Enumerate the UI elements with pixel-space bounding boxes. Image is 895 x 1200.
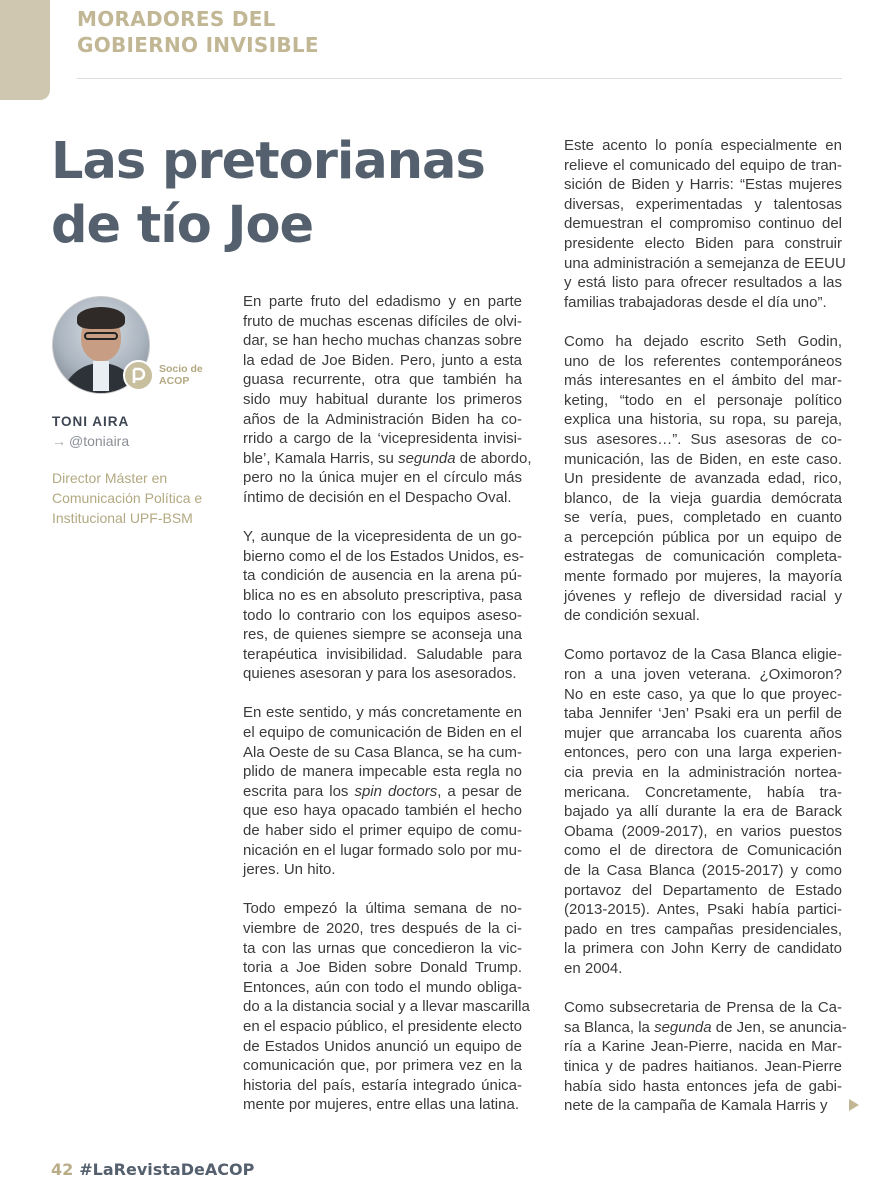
text-line: escrita para los spin doctors, a pesar de <box>243 782 522 800</box>
text-line: bajado ya allí durante la era de Barack <box>564 803 842 821</box>
text-line: todo lo contrario con los equipos aseso- <box>243 606 522 624</box>
article-paragraph <box>564 645 842 978</box>
text-line: Este acento lo ponía especialmente en <box>564 137 842 154</box>
text-line: Como portavoz de la Casa Blanca eligie- <box>564 646 842 664</box>
text-line: taba Jennifer ‘Jen’ Psaki era un perfil de <box>564 705 842 723</box>
text-line: mente formado por mujeres, la mayoría <box>564 568 842 586</box>
page-number: 42 <box>51 1160 74 1179</box>
continue-arrow-icon <box>849 1099 859 1111</box>
author-role-line: Institucional UPF-BSM <box>52 510 193 526</box>
text-line: años de la Administración Biden ha co- <box>243 410 522 428</box>
author-handle-link[interactable] <box>52 433 129 449</box>
text-line: había sido hasta entonces jefa de gabi- <box>564 1077 842 1095</box>
text-line: estrategas de comunicación completa- <box>564 548 842 566</box>
author-name: TONI AIRA <box>52 414 130 429</box>
text-line: ron a una joven veterana. ¿Oximoron? <box>564 666 842 684</box>
text-line: presidente electo Biden para construir <box>564 234 842 252</box>
article-headline <box>51 130 485 258</box>
text-line: tinica y de padres haitianos. Jean-Pierre <box>564 1057 842 1075</box>
text-line: viembre de 2020, tres después de la ci- <box>243 920 522 937</box>
text-line: en el espacio público, el presidente electo <box>243 1017 522 1035</box>
text-line: municación, las de Biden, en este caso. <box>564 450 842 468</box>
text-line: res, de quienes siempre se aconseja una <box>243 626 522 644</box>
author-handle-text: @toniaira <box>69 433 130 449</box>
text-line: Todo empezó la última semana de no- <box>243 900 522 918</box>
text-line: mente por mujeres, entre ellas una latina. <box>243 1096 519 1114</box>
text-line: plido de manera impecable esta regla no <box>243 763 522 781</box>
text-line: comunicación que, por primera vez en la <box>243 1057 522 1075</box>
text-line: keting, “todo en el personaje político <box>564 391 842 409</box>
text-line: Ala Oeste de su Casa Blanca, se ha cum- <box>243 743 522 761</box>
text-line: la primera con John Kerry de candidato <box>564 940 842 958</box>
text-line: mericana. Concretamente, había tra- <box>564 783 842 801</box>
text-line: historia del país, estaría integrado única- <box>243 1076 522 1094</box>
text-line: En este sentido, y más concretamente en <box>243 704 522 722</box>
text-line: de la Casa Blanca (2015-2017) y como <box>564 861 842 879</box>
text-line: ta condición de ausencia en la arena pú- <box>243 567 522 585</box>
text-line: y está listo para ofrecer resultados a las <box>564 274 842 292</box>
text-line: terapéutica invisibilidad. Saludable para <box>243 645 522 663</box>
text-line: relieve el comunicado del equipo de tran- <box>564 156 842 174</box>
page-footer <box>51 1160 254 1179</box>
section-title-line: GOBIERNO INVISIBLE <box>77 33 319 57</box>
section-title <box>77 6 319 58</box>
text-line: Y, aunque de la vicepresidenta de un go- <box>243 528 522 546</box>
text-line: dar, se han hecho muchas chanzas sobre <box>243 332 522 350</box>
text-line: Entonces, aún con todo el mundo obliga- <box>243 978 522 996</box>
text-line: sa Blanca, la segunda de Jen, se anuncia- <box>564 1018 847 1036</box>
acop-logo-icon <box>123 360 154 391</box>
text-line: como el de directora de Comunicación <box>564 842 842 860</box>
text-line: se vería, pues, completado en cuanto <box>564 509 842 527</box>
text-line: quienes asesoran y para los asesorados. <box>243 665 517 683</box>
text-line: de condición sexual. <box>564 607 700 625</box>
author-role <box>52 468 222 528</box>
text-line: rrido a cargo de la ‘vicepresidenta invisi- <box>243 430 522 448</box>
text-line: familias trabajadoras desde el día uno”. <box>564 293 827 311</box>
article-paragraph <box>564 998 847 1116</box>
acop-member-label: Socio de ACOP <box>159 363 203 387</box>
text-line: explica una historia, su ropa, su pareja, <box>564 411 842 429</box>
text-line: mujer que arrancaba los cuarenta años <box>564 724 842 742</box>
arrow-right-icon: → <box>52 433 66 449</box>
text-line: íntimo de decisión en el Despacho Oval. <box>243 488 512 506</box>
text-line: sido muy habitual durante los primeros <box>243 390 522 408</box>
article-paragraph <box>564 332 842 626</box>
text-line: Como ha dejado escrito Seth Godin, <box>564 332 842 350</box>
text-line: toria a Joe Biden sobre Donald Trump. <box>243 959 522 977</box>
text-line: a percepción pública por un equipo de <box>564 528 842 546</box>
article-paragraph <box>564 136 846 312</box>
text-line: guasa recurrente, otra que también ha <box>243 371 522 389</box>
text-line: ta con las urnas que concedieron la vic- <box>243 939 522 957</box>
article-column-right <box>564 136 847 1135</box>
text-line: do a la distancia social y a llevar mascarilla <box>243 998 530 1016</box>
section-title-line: MORADORES DEL <box>77 7 276 31</box>
author-role-line: Director Máster en <box>52 470 168 486</box>
text-line: Como subsecretaria de Prensa de la Ca- <box>564 999 842 1017</box>
text-line: en 2004. <box>564 959 623 977</box>
article-paragraph <box>243 527 522 684</box>
text-line: una administración a semejanza de EEUU <box>564 254 846 272</box>
headline-line: de tío Joe <box>51 196 314 255</box>
text-line: diversas, experimentadas y talentosas <box>564 195 842 213</box>
text-line: Un presidente de avanzada edad, rico, <box>564 470 842 488</box>
author-role-line: Comunicación Política e <box>52 490 203 506</box>
text-line: cia previa en la administración nortea- <box>564 764 842 781</box>
text-line: ble’, Kamala Harris, su segunda de abordo, <box>243 449 532 467</box>
text-line: nete de la campaña de Kamala Harris y <box>564 1097 828 1115</box>
text-line: sición de Biden y Harris: “Estas mujeres <box>564 176 842 194</box>
text-line: fruto de muchas escenas difíciles de olvi- <box>243 312 522 330</box>
text-line: de haber sido el primer equipo de comu- <box>243 822 522 840</box>
page-corner-tab <box>0 0 50 100</box>
article-paragraph <box>243 292 532 508</box>
text-line: el equipo de comunicación de Biden en el <box>243 724 522 742</box>
text-line: bierno como el de los Estados Unidos, es- <box>243 547 524 565</box>
text-line: pero no la única mujer en el círculo más <box>243 469 522 487</box>
header-divider <box>77 78 842 79</box>
text-line: (2013-2015). Antes, Psaki había partici- <box>564 901 842 919</box>
text-line: Obama (2009-2017), en varios puestos <box>564 822 842 840</box>
footer-hashtag: #LaRevistaDeACOP <box>79 1160 255 1179</box>
article-paragraph <box>243 703 522 879</box>
text-line: entonces, pero con una larga experien- <box>564 744 842 762</box>
text-line: uno de los referentes contemporáneos <box>564 352 842 370</box>
text-line: blanco, de la vieja guardia demócrata <box>564 489 842 507</box>
text-line: nicación en el lugar formado solo por mu- <box>243 841 522 859</box>
article-paragraph <box>243 899 530 1115</box>
text-line: ría a Karine Jean-Pierre, nacida en Mar- <box>564 1038 842 1056</box>
text-line: pado en tres campañas presidenciales, <box>564 920 842 938</box>
headline-line: Las pretorianas <box>51 132 485 191</box>
text-line: la edad de Joe Biden. Pero, junto a esta <box>243 351 522 369</box>
text-line: blica no es en absoluto prescriptiva, pasa <box>243 586 522 604</box>
text-line: jóvenes y reflejo de diversidad racial y <box>564 587 842 605</box>
text-line: demuestran el compromiso continuo del <box>564 215 842 233</box>
text-line: portavoz del Departamento de Estado <box>564 881 842 899</box>
text-line: más interesantes en el ámbito del mar- <box>564 372 842 390</box>
text-line: sus asesores…”. Sus asesoras de co- <box>564 430 842 448</box>
article-column-left <box>243 292 532 1135</box>
text-line: No en este caso, ya que lo que proyec- <box>564 685 842 703</box>
text-line: En parte fruto del edadismo y en parte <box>243 293 522 310</box>
text-line: de Estados Unidos anunció un equipo de <box>243 1037 522 1055</box>
text-line: que eso haya opacado también el hecho <box>243 802 522 820</box>
text-line: jeres. Un hito. <box>243 861 336 879</box>
